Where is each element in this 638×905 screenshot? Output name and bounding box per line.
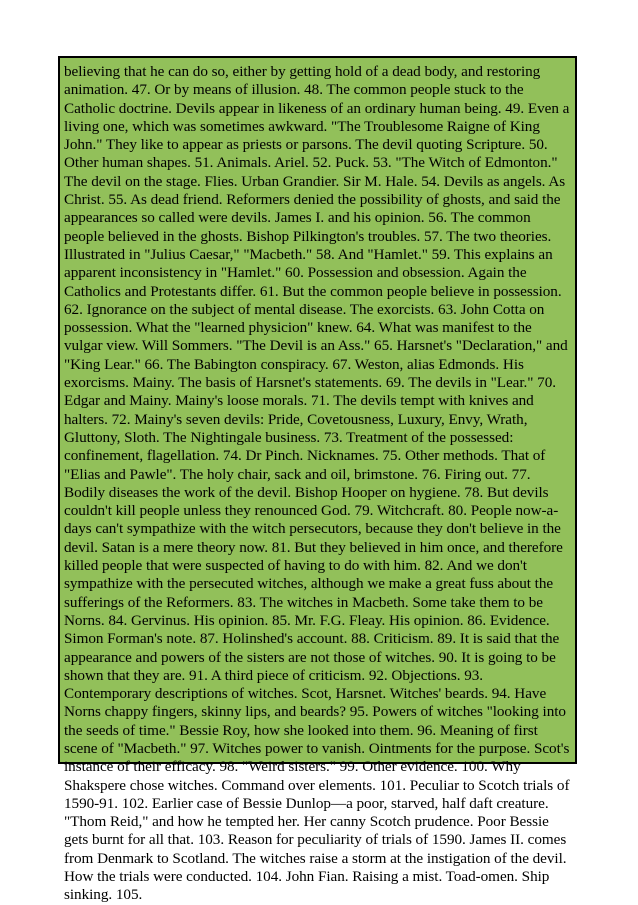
highlighted-text-block	[58, 56, 577, 904]
body-text: believing that he can do so, either by getting hold of a dead body, and restoring animation. 47. Or by means of illusion. 48. The common people stuck to the Catholic doctrine. Devils appear in likeness of an ordinary human being. 49. Even a living one, which was sometimes awkward. "The Troublesome Raigne of King John." They like to appear as priests or parsons. The devil quoting Scripture. 50. Other human shapes. 51. Animals. Ariel. 52. Puck. 53. "The Witch of Edmonton." The devil on the stage. Flies. Urban Grandier. Sir M. Hale. 54. Devils as angels. As Christ. 55. As dead friend. Reformers denied the possibility of ghosts, and said the appearances so called were devils. James I. and his opinion. 56. The common people believed in the ghosts. Bishop Pilkington's troubles. 57. The two theories. Illustrated in "Julius Caesar," "Macbeth." 58. And "Hamlet." 59. This explains an apparent inconsistency in "Hamlet." 60. Possession and obsession. Again the Catholics and Protestants differ. 61. But the common people believe in possession. 62. Ignorance on the subject of mental disease. The exorcists. 63. John Cotta on possession. What the "learned physicion" knew. 64. What was manifest to the vulgar view. Will Sommers. "The Devil is an Ass." 65. Harsnet's "Declaration," and "King Lear." 66. The Babington conspiracy. 67. Weston, alias Edmonds. His exorcisms. Mainy. The basis of Harsnet's statements. 69. The devils in "Lear." 70. Edgar and Mainy. Mainy's loose morals. 71. The devils tempt with knives and halters. 72. Mainy's seven devils: Pride, Covetousness, Luxury, Envy, Wrath, Gluttony, Sloth. The Nightingale business. 73. Treatment of the possessed: confinement, flagellation. 74. Dr Pinch. Nicknames. 75. Other methods. That of "Elias and Pawle". The holy chair, sack and oil, brimstone. 76. Firing out. 77. Bodily diseases the work of the devil. Bishop Hooper on hygiene. 78. But devils couldn't kill people unless they renounced God. 79. Witchcraft. 80. People now-a-days can't sympathize with the witch persecutors, because they don't believe in the devil. Satan is a mere theory now. 81. But they believed in him once, and therefore killed people that were suspected of having to do with him. 82. And we don't sympathize with the persecuted witches, although we make a great fuss about the sufferings of the Reformers. 83. The witches in Macbeth. Some take them to be Norns. 84. Gervinus. His opinion. 85. Mr. F.G. Fleay. His opinion. 86. Evidence. Simon Forman's note. 87. Holinshed's account. 88. Criticism. 89. It is said that the appearance and powers of the sisters are not those of witches. 90. It is going to be shown that they are. 91. A third piece of criticism. 92. Objections. 93. Contemporary descriptions of witches. Scot, Harsnet. Witches' beards. 94. Have Norns chappy fingers, skinny lips, and beards? 95. Powers of witches "looking into the seeds of time." Bessie Roy, how she looked into them. 96. Meaning of first scene of "Macbeth." 97. Witches power to vanish. Ointments for the purpose. Scot's instance of their efficacy. 98. "Weird sisters." 99. Other evidence. 100. Why Shakspere chose witches. Command over elements. 101. Peculiar to Scotch trials of 1590-91. 102. Earlier case of Bessie Dunlop—a poor, starved, half daft creature. "Thom Reid," and how he tempted her. Her canny Scotch prudence. Poor Bessie gets burnt for all that. 103. Reason for peculiarity of trials of 1590. James II. comes from Denmark to Scotland. The witches raise a storm at the instigation of the devil. How the trials were conducted. 104. John Fian. Raising a mist. Toad-omen. Ship sinking. 105.	[64, 63, 570, 904]
